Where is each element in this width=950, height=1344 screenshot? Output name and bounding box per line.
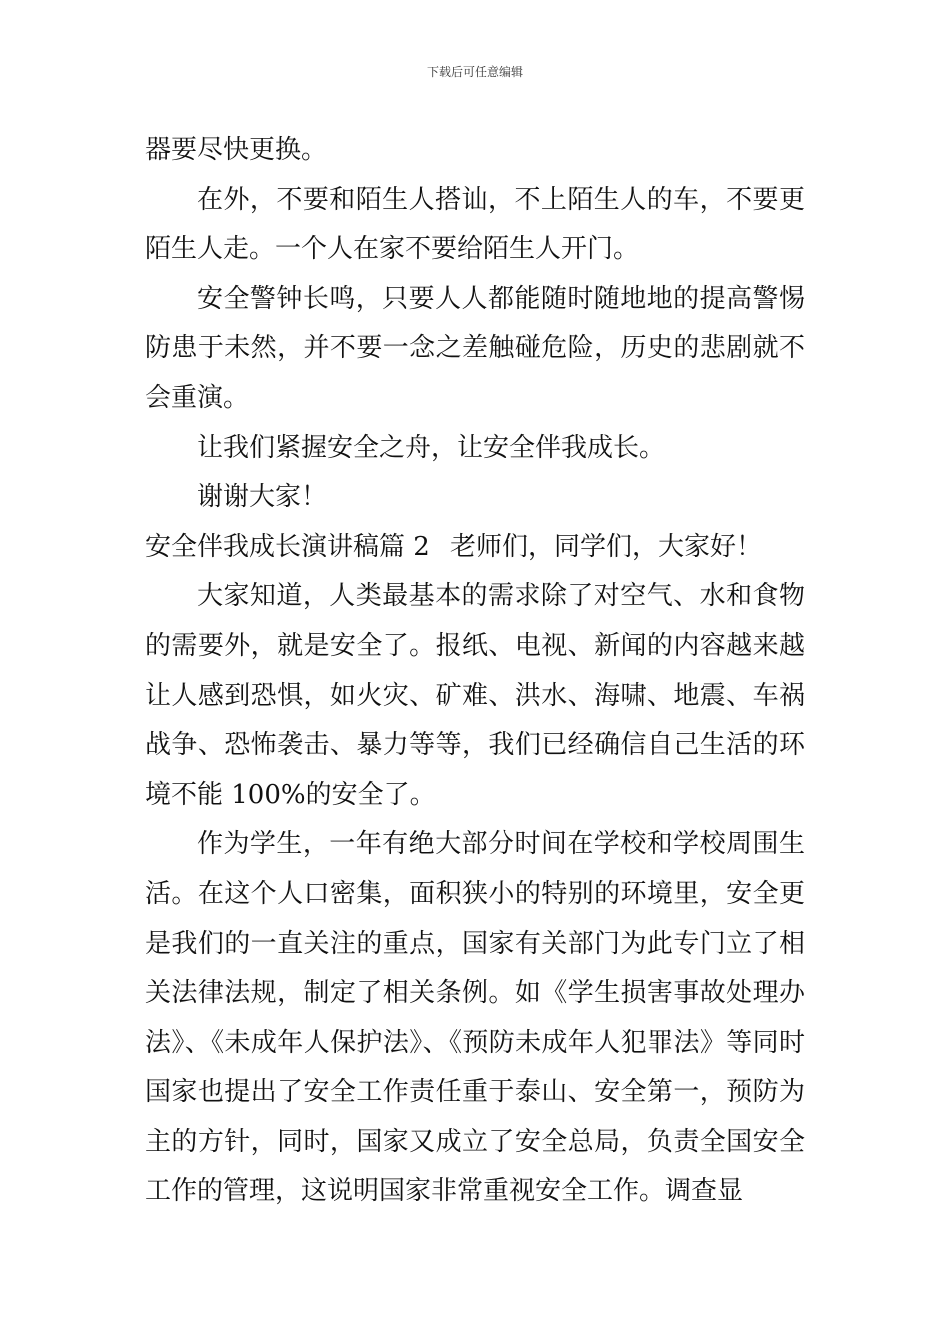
- paragraph-school-life: 作为学生，一年有绝大部分时间在学校和学校周围生活。在这个人口密集，面积狭小的特别的环境里，安全更是我们的一直关注的重点，国家有关部门为此专门立了相关法律法规，制定了相关条例。如《学生损害事故处理办法》、《未成年人保护法》、《预防未成年人犯罪法》等同时国家也提出了安全工作责任重于泰山、安全第一，预防为主的方针，同时，国家又成立了安全总局，负责全国安全工作的管理，这说明国家非常重视安全工作。调查显: [145, 829, 805, 1207]
- section-greeting: 老师们，同学们，大家好！: [450, 531, 763, 562]
- section-title: 安全伴我成长演讲稿篇 2: [145, 531, 430, 562]
- paragraph-continuation: 器要尽快更换。: [145, 135, 328, 165]
- section-heading: [145, 523, 805, 573]
- paragraph-basic-needs: 大家知道，人类最基本的需求除了对空气、水和食物的需要外，就是安全了。报纸、电视、新闻的内容越来越让人感到恐惧，如火灾、矿难、洪水、海啸、地震、车祸战争、恐怖袭击、暴力等等，我们已经确信自己生活的环境不能 100%的安全了。: [145, 581, 805, 810]
- paragraph-thanks: 谢谢大家！: [197, 482, 328, 513]
- page-header: 下载后可任意编辑: [426, 65, 523, 79]
- document-body: [145, 126, 805, 1217]
- paragraph-alarm: 安全警钟长鸣，只要人人都能随时随地地的提高警惕防患于未然，并不要一念之差触碰危险，历史的悲剧就不会重演。: [145, 283, 805, 413]
- paragraph-safety-boat: 让我们紧握安全之舟，让安全伴我成长。: [197, 432, 666, 463]
- paragraph-strangers: 在外，不要和陌生人搭讪，不上陌生人的车，不要更陌生人走。一个人在家不要给陌生人开门。: [145, 184, 805, 265]
